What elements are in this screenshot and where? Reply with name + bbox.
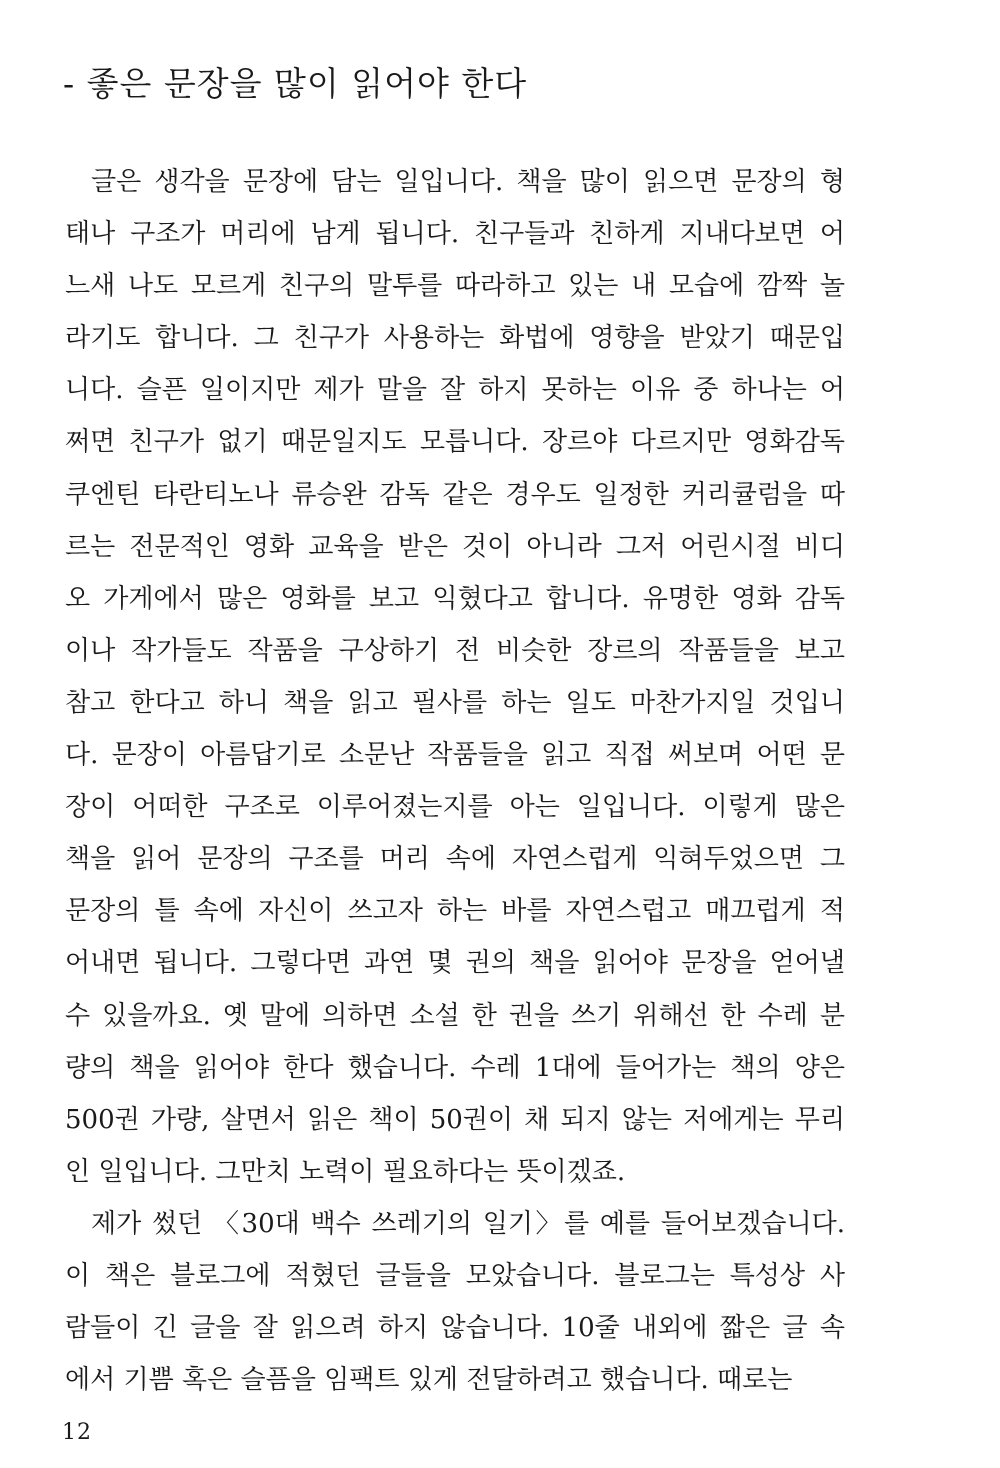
text-line: 책을 읽어 문장의 구조를 머리 속에 자연스럽게 익혀두었으면 그 bbox=[65, 844, 845, 875]
text-line: 니다. 슬픈 일이지만 제가 말을 잘 하지 못하는 이유 중 하나는 어 bbox=[65, 375, 845, 406]
text-line: 오 가게에서 많은 영화를 보고 익혔다고 합니다. 유명한 영화 감독 bbox=[65, 583, 845, 614]
text-line: 라기도 합니다. 그 친구가 사용하는 화법에 영향을 받았기 때문입 bbox=[65, 323, 845, 354]
body-paragraph bbox=[65, 156, 845, 1198]
text-line: 쩌면 친구가 없기 때문일지도 모릅니다. 장르야 다르지만 영화감독 bbox=[65, 427, 845, 458]
text-line: 문장의 틀 속에 자신이 쓰고자 하는 바를 자연스럽고 매끄럽게 적 bbox=[65, 896, 845, 927]
text-line: 느새 나도 모르게 친구의 말투를 따라하고 있는 내 모습에 깜짝 놀 bbox=[65, 271, 845, 302]
text-line: 장이 어떠한 구조로 이루어졌는지를 아는 일입니다. 이렇게 많은 bbox=[65, 792, 845, 823]
body-paragraph bbox=[65, 1198, 845, 1406]
text-line: 어내면 됩니다. 그렇다면 과연 몇 권의 책을 읽어야 문장을 얻어낼 bbox=[65, 948, 845, 979]
text-line: 다. 문장이 아름답기로 소문난 작품들을 읽고 직접 써보며 어떤 문 bbox=[65, 740, 845, 771]
text-line: 량의 책을 읽어야 한다 했습니다. 수레 1대에 들어가는 책의 양은 bbox=[65, 1052, 845, 1083]
text-line: 이 책은 블로그에 적혔던 글들을 모았습니다. 블로그는 특성상 사 bbox=[65, 1261, 845, 1292]
text-line: 인 일입니다. 그만치 노력이 필요하다는 뜻이겠죠. bbox=[65, 1156, 626, 1187]
section-heading: - 좋은 문장을 많이 읽어야 한다 bbox=[63, 64, 528, 103]
text-line: 쿠엔틴 타란티노나 류승완 감독 같은 경우도 일정한 커리큘럼을 따 bbox=[65, 479, 845, 510]
page-number: 12 bbox=[62, 1420, 92, 1445]
text-line: 람들이 긴 글을 잘 읽으려 하지 않습니다. 10줄 내외에 짧은 글 속 bbox=[65, 1313, 845, 1344]
text-line: 제가 썼던 〈30대 백수 쓰레기의 일기〉를 예를 들어보겠습니다. bbox=[91, 1209, 845, 1239]
text-line: 수 있을까요. 옛 말에 의하면 소설 한 권을 쓰기 위해선 한 수레 분 bbox=[65, 1000, 845, 1031]
text-line: 에서 기쁨 혹은 슬픔을 임팩트 있게 전달하려고 했습니다. 때로는 bbox=[65, 1365, 793, 1396]
text-line: 500권 가량, 살면서 읽은 책이 50권이 채 되지 않는 저에게는 무리 bbox=[65, 1104, 845, 1135]
text-line: 참고 한다고 하니 책을 읽고 필사를 하는 일도 마찬가지일 것입니 bbox=[65, 687, 845, 718]
text-line: 글은 생각을 문장에 담는 일입니다. 책을 많이 읽으면 문장의 형 bbox=[91, 167, 845, 197]
text-line: 이나 작가들도 작품을 구상하기 전 비슷한 장르의 작품들을 보고 bbox=[65, 635, 845, 666]
text-line: 르는 전문적인 영화 교육을 받은 것이 아니라 그저 어린시절 비디 bbox=[65, 531, 845, 562]
text-line: 태나 구조가 머리에 남게 됩니다. 친구들과 친하게 지내다보면 어 bbox=[65, 219, 845, 250]
